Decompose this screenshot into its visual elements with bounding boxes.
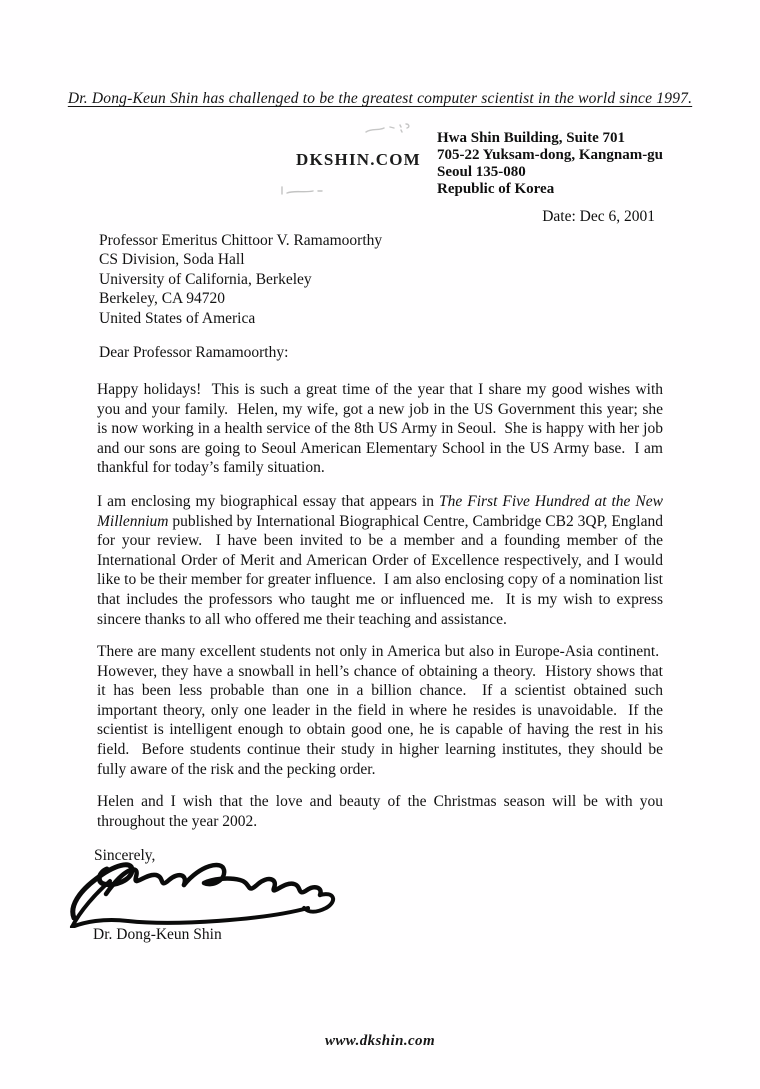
letter-date: Date: Dec 6, 2001 xyxy=(542,208,655,225)
recipient-line: United States of America xyxy=(99,309,256,327)
letterhead-address xyxy=(437,130,663,198)
letter-motto: Dr. Dong-Keun Shin has challenged to be the greatest computer scientist in the world since 1997. xyxy=(67,90,693,107)
body-paragraph-3: There are many excellent students not only in America but also in Europe-Asia continent. However, they have a snowball in hell’s chance of obtaining a theory. History shows that it has been less probable than one in a billion chance. If a scientist obtained such important theory, only one leader in the field in where he resides is unavoidable. If the scientist is intelligent enough to obtain good one, he is capable of having the rest in his field. Before students continue their study in higher learning institutes, they should be fully aware of the risk and the pecking order. xyxy=(97,643,663,778)
recipient-line: University of California, Berkeley xyxy=(99,270,312,288)
scan-smudge-icon xyxy=(280,184,326,203)
address-line: Republic of Korea xyxy=(437,181,555,197)
body-paragraph-1: Happy holidays! This is such a great time of the year that I share my good wishes with you and your family. Helen, my wife, got a new job in the US Government this year; she is now working in a health service of the 8th US Army in Seoul. She is happy with her job and our sons are going to Seoul American Elementary School in the US Army base. I am thankful for today’s family situation. xyxy=(97,381,663,477)
paragraph-text: published by International Biographical Centre, Cambridge CB2 3QP, England for your review. I have been invited to be a member and a founding member of the International Order of Merit and American Order of Excellence respectively, and I would like to be their member for greater influence. I am also enclosing copy of a nomination list that includes the professors who taught me or influenced me. It is my wish to express sincere thanks to all who offered me their teaching and assistance. xyxy=(97,512,663,628)
recipient-line: Berkeley, CA 94720 xyxy=(99,290,225,308)
letterhead-brand: DKSHIN.COM xyxy=(296,150,421,169)
scan-smudge-icon xyxy=(364,122,412,141)
address-line: Seoul 135-080 xyxy=(437,164,526,180)
recipient-line: CS Division, Soda Hall xyxy=(99,251,245,269)
salutation: Dear Professor Ramamoorthy: xyxy=(99,344,289,361)
recipient-line: Professor Emeritus Chittoor V. Ramamoorthy xyxy=(99,232,383,249)
book-title: The First Five Hundred at the New Millennium xyxy=(97,493,663,530)
footer-url: www.dkshin.com xyxy=(324,1033,436,1049)
paragraph-text: I am enclosing my biographical essay that appears in xyxy=(97,493,439,510)
body-paragraph-2 xyxy=(97,492,663,629)
recipient-address xyxy=(99,231,382,328)
address-line: Hwa Shin Building, Suite 701 xyxy=(437,130,625,146)
signer-name: Dr. Dong-Keun Shin xyxy=(93,926,222,943)
body-paragraph-4: Helen and I wish that the love and beauty of the Christmas season will be with you throughout the year 2002. xyxy=(97,793,663,830)
valediction: Sincerely, xyxy=(94,847,156,864)
address-line: 705-22 Yuksam-dong, Kangnam-gu xyxy=(437,147,664,163)
handwritten-signature-icon xyxy=(64,856,344,928)
